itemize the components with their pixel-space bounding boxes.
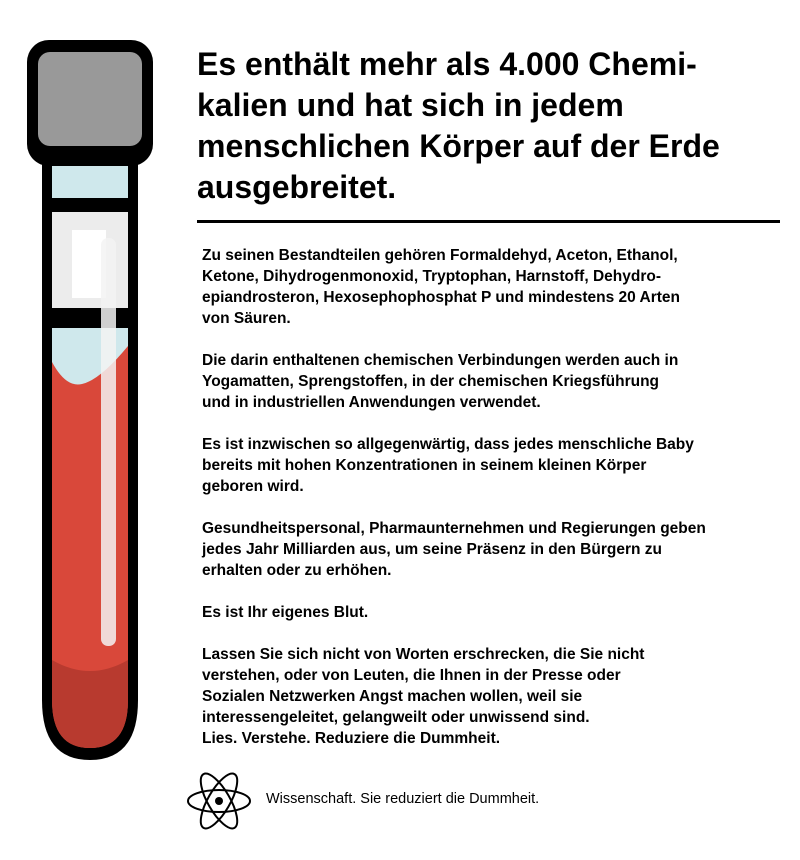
- text-line: jedes Jahr Milliarden aus, um seine Präsenz in den Bürgern zu: [202, 541, 662, 558]
- headline-line: ausgebreitet.: [197, 169, 397, 205]
- text-line: Es ist inzwischen so allgegenwärtig, dass jedes menschliche Baby: [202, 436, 694, 453]
- text-line: Zu seinen Bestandteilen gehören Formaldehyd, Aceton, Ethanol,: [202, 247, 678, 264]
- text-line: Yogamatten, Sprengstoffen, in der chemischen Kriegsführung: [202, 373, 660, 390]
- test-tube-illustration: [0, 0, 170, 770]
- text-line: verstehen, oder von Leuten, die Ihnen in der Presse oder: [202, 667, 621, 684]
- atom-icon: [183, 765, 255, 837]
- paragraph-ubiquitous: [202, 434, 797, 497]
- paragraph-conclusion: [202, 644, 797, 749]
- headline-divider: [197, 220, 780, 223]
- text-line: erhalten oder zu erhöhen.: [202, 562, 392, 579]
- text-line: Es ist Ihr eigenes Blut.: [202, 604, 369, 621]
- headline-line: kalien und hat sich in jedem: [197, 87, 624, 123]
- text-line: und in industriellen Anwendungen verwendet.: [202, 394, 541, 411]
- text-line: interessengeleitet, gelangweilt oder unwissend sind.: [202, 709, 590, 726]
- footer-slogan: Wissenschaft. Sie reduziert die Dummheit.: [266, 791, 540, 807]
- paragraph-reveal: [202, 602, 797, 623]
- text-line: bereits mit hohen Konzentrationen in seinem kleinen Körper: [202, 457, 647, 474]
- text-line: Ketone, Dihydrogenmonoxid, Tryptophan, Harnstoff, Dehydro-: [202, 268, 661, 285]
- glass-highlight: [101, 238, 116, 646]
- body-text: [202, 245, 797, 770]
- text-line: von Säuren.: [202, 310, 291, 327]
- text-line: Gesundheitspersonal, Pharmaunternehmen und Regierungen geben: [202, 520, 706, 537]
- headline-line: Es enthält mehr als 4.000 Chemi-: [197, 46, 697, 82]
- text-line: Die darin enthaltenen chemischen Verbindungen werden auch in: [202, 352, 679, 369]
- headline-line: menschlichen Körper auf der Erde: [197, 128, 720, 164]
- paragraph-ingredients: [202, 245, 797, 329]
- text-line: epiandrosteron, Hexosephophosphat P und mindestens 20 Arten: [202, 289, 680, 306]
- text-line: Lassen Sie sich nicht von Worten erschrecken, die Sie nicht: [202, 646, 645, 663]
- paragraph-health: [202, 518, 797, 581]
- text-line: Sozialen Netzwerken Angst machen wollen, weil sie: [202, 688, 583, 705]
- headline: [197, 44, 792, 208]
- text-line: Lies. Verstehe. Reduziere die Dummheit.: [202, 730, 501, 747]
- paragraph-compounds: [202, 350, 797, 413]
- text-line: geboren wird.: [202, 478, 304, 495]
